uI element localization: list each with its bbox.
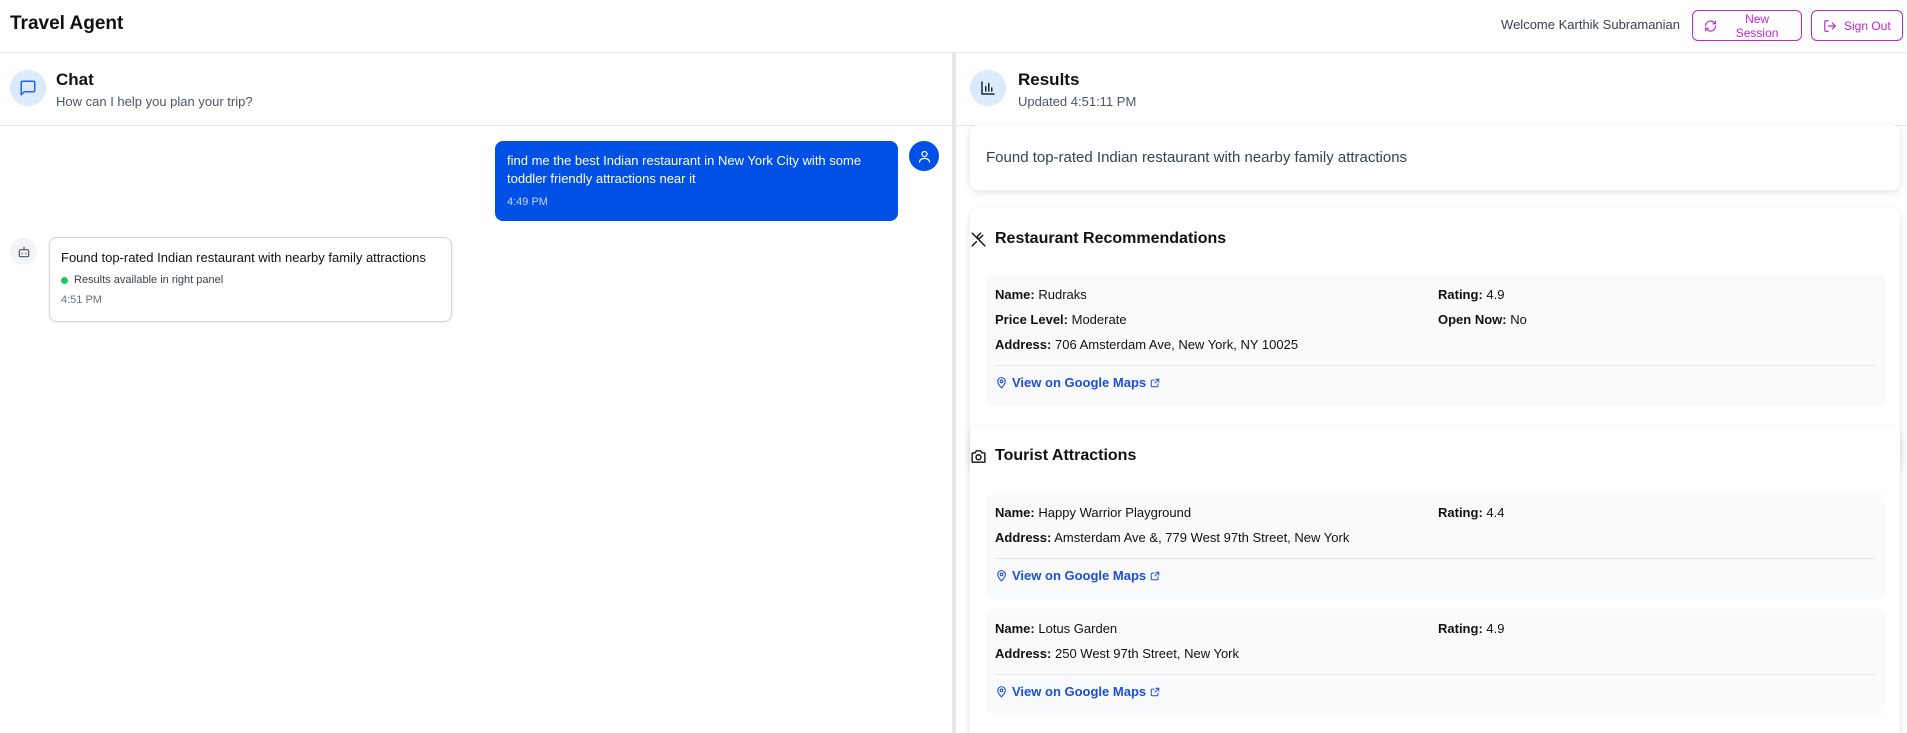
rating-value: 4.9	[1486, 287, 1505, 302]
divider	[995, 365, 1876, 366]
camera-icon	[970, 448, 987, 465]
restaurant-name	[995, 287, 1087, 302]
divider	[995, 674, 1876, 675]
bot-message-text: Found top-rated Indian restaurant with nearby family attractions	[61, 250, 426, 265]
message-square-icon	[19, 79, 37, 97]
chat-title: Chat	[56, 70, 94, 89]
address-value: 250 West 97th Street, New York	[1054, 646, 1240, 661]
sign-out-label: Sign Out	[1844, 18, 1891, 33]
bot-avatar	[10, 238, 37, 265]
restaurant-open-now	[1438, 312, 1527, 327]
attraction-rating	[1438, 621, 1504, 636]
attraction-card	[986, 493, 1885, 599]
results-title: Results	[1018, 70, 1080, 89]
chat-header-icon	[10, 70, 46, 106]
attraction-name	[995, 505, 1191, 520]
attraction-name	[995, 621, 1117, 636]
bot-message-time: 4:51 PM	[61, 294, 102, 306]
restaurant-rating	[1438, 287, 1504, 302]
maps-link-label: View on Google Maps	[1012, 375, 1147, 390]
results-pane	[956, 53, 1907, 733]
chat-header	[0, 53, 952, 126]
name-label: Name:	[995, 287, 1035, 302]
top-bar	[0, 0, 1907, 53]
results-summary	[970, 125, 1900, 190]
attraction-maps-link[interactable]	[995, 684, 1160, 699]
external-link-icon	[1150, 571, 1160, 581]
restaurant-maps-link[interactable]	[995, 375, 1160, 390]
restaurant-card	[986, 275, 1885, 406]
address-label: Address:	[995, 530, 1052, 545]
user-avatar	[909, 141, 939, 171]
utensils-crossed-icon	[970, 231, 987, 248]
sign-out-icon	[1823, 19, 1837, 33]
user-message-time: 4:49 PM	[507, 196, 548, 208]
rating-label: Rating:	[1438, 505, 1483, 520]
name-value: Rudraks	[1038, 287, 1087, 302]
restaurant-price	[995, 312, 1127, 327]
sign-out-button[interactable]	[1811, 10, 1903, 41]
map-pin-icon	[995, 376, 1008, 389]
new-session-button[interactable]	[1692, 10, 1802, 41]
rating-value: 4.4	[1486, 505, 1505, 520]
attractions-section	[970, 427, 1900, 733]
restaurant-section-label: Restaurant Recommendations	[995, 230, 1227, 247]
restaurant-section-title	[970, 230, 1226, 248]
results-summary-text: Found top-rated Indian restaurant with nearby family attractions	[986, 149, 1408, 166]
address-value: Amsterdam Ave &, 779 West 97th Street, New York	[1054, 530, 1350, 545]
results-header-icon	[970, 70, 1006, 106]
welcome-text: Welcome Karthik Subramanian	[1501, 17, 1680, 32]
restaurant-address	[995, 337, 1298, 352]
bot-icon	[17, 245, 31, 259]
rating-label: Rating:	[1438, 287, 1483, 302]
bar-chart-icon	[979, 79, 997, 97]
address-value: 706 Amsterdam Ave, New York, NY 10025	[1054, 337, 1299, 352]
chat-pane	[0, 53, 952, 733]
price-value: Moderate	[1071, 312, 1127, 327]
user-icon	[917, 149, 932, 164]
external-link-icon	[1150, 687, 1160, 697]
name-value: Lotus Garden	[1038, 621, 1118, 636]
new-session-label: New Session	[1735, 11, 1779, 40]
rating-label: Rating:	[1438, 621, 1483, 636]
map-pin-icon	[995, 685, 1008, 698]
chat-subtitle: How can I help you plan your trip?	[56, 94, 253, 109]
user-message-text: find me the best Indian restaurant in New York City with some toddler friendly attractions near it	[507, 153, 862, 186]
maps-link-label: View on Google Maps	[1012, 684, 1147, 699]
name-value: Happy Warrior Playground	[1038, 505, 1192, 520]
attraction-maps-link[interactable]	[995, 568, 1160, 583]
bot-message	[49, 237, 452, 322]
bot-message-status-text: Results available in right panel	[74, 274, 224, 286]
name-label: Name:	[995, 621, 1035, 636]
attraction-address	[995, 530, 1349, 545]
open-now-value: No	[1510, 312, 1527, 327]
user-message	[495, 141, 898, 221]
results-header	[956, 53, 1907, 126]
attractions-section-label: Tourist Attractions	[995, 447, 1137, 464]
attraction-card	[986, 609, 1885, 715]
attractions-section-title	[970, 447, 1136, 465]
results-updated: Updated 4:51:11 PM	[1018, 94, 1137, 109]
divider	[995, 558, 1876, 559]
name-label: Name:	[995, 505, 1035, 520]
external-link-icon	[1150, 378, 1160, 388]
address-label: Address:	[995, 337, 1052, 352]
maps-link-label: View on Google Maps	[1012, 568, 1147, 583]
address-label: Address:	[995, 646, 1052, 661]
app-title: Travel Agent	[10, 13, 124, 34]
rating-value: 4.9	[1486, 621, 1505, 636]
attraction-rating	[1438, 505, 1504, 520]
open-now-label: Open Now:	[1438, 312, 1507, 327]
attraction-address	[995, 646, 1239, 661]
price-label: Price Level:	[995, 312, 1068, 327]
map-pin-icon	[995, 569, 1008, 582]
status-dot-icon	[61, 277, 68, 284]
bot-message-status	[61, 274, 440, 286]
refresh-icon	[1704, 19, 1717, 33]
